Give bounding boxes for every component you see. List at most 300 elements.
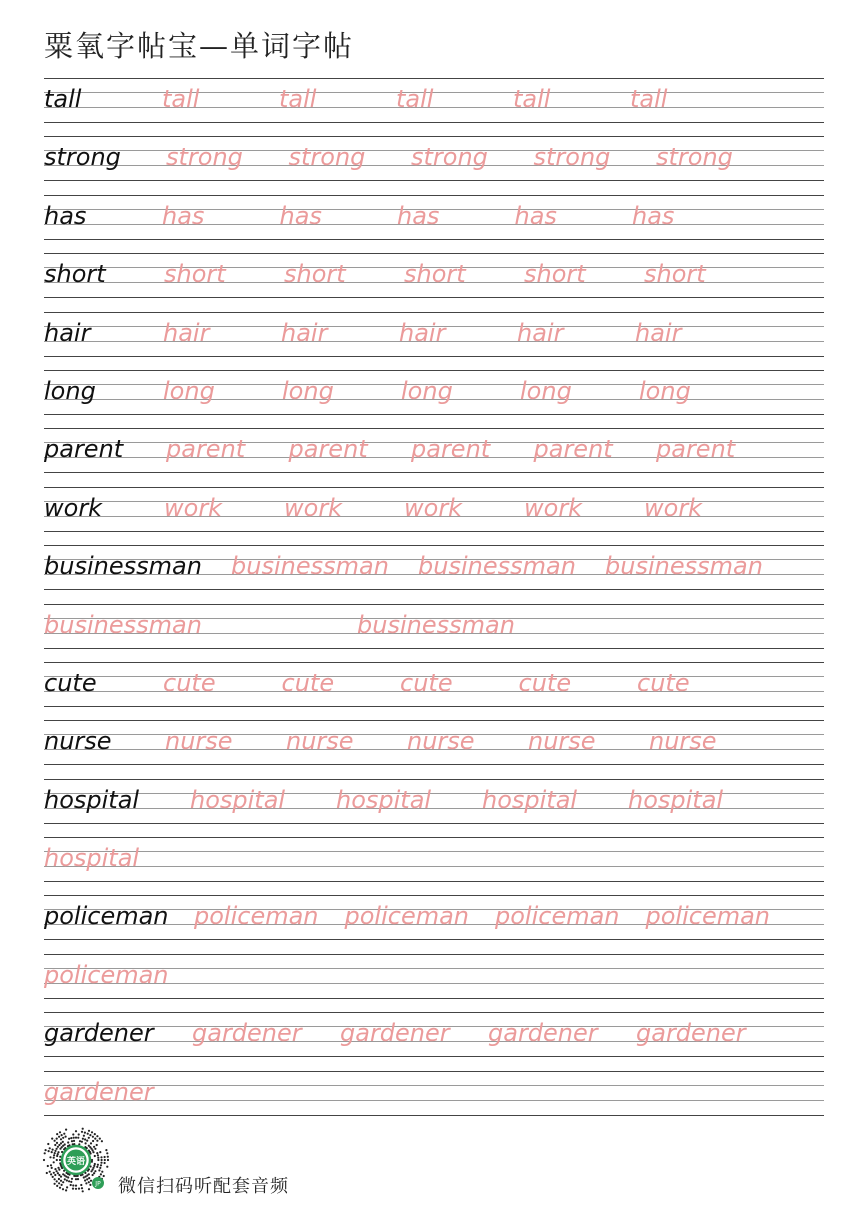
qr-dot — [53, 1161, 55, 1163]
qr-dot — [62, 1181, 64, 1183]
trace-word: hospital — [44, 844, 140, 873]
qr-dot — [96, 1152, 98, 1154]
vocab-word: nurse — [44, 727, 112, 756]
guide-line — [44, 356, 824, 357]
trace-word: short — [404, 260, 466, 289]
practice-row — [44, 312, 824, 370]
guide-line — [44, 662, 824, 663]
practice-row — [44, 253, 824, 311]
qr-dot — [60, 1138, 62, 1140]
trace-word: long — [282, 376, 334, 405]
trace-word: work — [164, 493, 223, 522]
qr-dot — [72, 1188, 74, 1190]
qr-dot — [70, 1181, 72, 1183]
trace-word: work — [404, 493, 463, 522]
vocab-word: hair — [44, 318, 91, 347]
qr-dot — [49, 1171, 51, 1173]
qr-dot — [80, 1184, 82, 1186]
qr-dot — [60, 1142, 62, 1144]
qr-dot — [93, 1146, 95, 1148]
trace-word: work — [644, 493, 703, 522]
qr-dot — [58, 1136, 60, 1138]
qr-dot — [101, 1140, 103, 1142]
qr-dot — [100, 1162, 102, 1164]
guide-line — [44, 370, 824, 371]
qr-dot — [84, 1132, 86, 1134]
guide-line — [44, 706, 824, 707]
qr-dot — [56, 1180, 58, 1182]
qr-dot — [99, 1138, 101, 1140]
qr-dot — [89, 1184, 91, 1186]
trace-word: cute — [637, 668, 690, 697]
row-words — [44, 492, 824, 524]
qr-dot — [75, 1188, 77, 1190]
guide-line — [44, 895, 824, 896]
guide-line — [44, 239, 824, 240]
qr-dot — [62, 1173, 64, 1175]
qr-dot — [54, 1183, 56, 1185]
trace-word: policeman — [495, 902, 620, 931]
practice-row — [44, 1071, 824, 1129]
qr-dot — [106, 1152, 108, 1154]
trace-word: short — [164, 260, 226, 289]
qr-dot — [75, 1137, 77, 1139]
guide-line — [44, 589, 824, 590]
qr-dot — [90, 1180, 92, 1182]
qr-dot — [75, 1185, 77, 1187]
trace-word: work — [284, 493, 343, 522]
practice-row — [44, 662, 824, 720]
row-words — [44, 842, 824, 874]
qr-dot — [56, 1148, 58, 1150]
qr-dot — [56, 1155, 58, 1157]
trace-word: hair — [399, 318, 446, 347]
vocab-word: tall — [44, 85, 82, 113]
trace-word: hair — [163, 318, 210, 347]
guide-line — [44, 312, 824, 313]
qr-dot — [85, 1142, 87, 1144]
qr-dot — [77, 1178, 79, 1180]
practice-row — [44, 428, 824, 486]
qr-dot — [59, 1187, 61, 1189]
qr-dot — [50, 1164, 52, 1166]
qr-dot — [56, 1159, 58, 1161]
trace-word: hospital — [628, 785, 724, 814]
qr-dot — [104, 1162, 106, 1164]
qr-corner-label: JP — [95, 1180, 101, 1188]
qr-dot — [56, 1185, 58, 1187]
qr-dot — [99, 1151, 101, 1153]
qr-dot — [70, 1184, 72, 1186]
qr-dot — [58, 1178, 60, 1180]
qr-dot — [56, 1142, 58, 1144]
qr-badge-label: 英语 — [66, 1157, 86, 1167]
writing-sheet — [44, 78, 824, 1129]
qr-dot — [54, 1144, 56, 1146]
guide-line — [44, 1115, 824, 1116]
guide-line — [44, 122, 824, 123]
vocab-word: long — [44, 376, 96, 405]
vocab-word: has — [44, 201, 87, 230]
vocab-word: parent — [44, 435, 124, 464]
row-words — [44, 375, 824, 407]
trace-word: policeman — [344, 902, 470, 931]
qr-dot — [65, 1129, 67, 1131]
trace-word: tall — [279, 85, 317, 113]
qr-dot — [75, 1130, 77, 1132]
qr-dot — [59, 1131, 61, 1133]
practice-row — [44, 136, 824, 194]
qr-dot — [72, 1184, 74, 1186]
trace-word: policeman — [645, 902, 771, 931]
row-words — [44, 667, 824, 699]
trace-word: strong — [656, 143, 733, 172]
qr-dot — [43, 1159, 45, 1161]
trace-word: short — [524, 260, 586, 289]
qr-dot — [75, 1178, 77, 1180]
qr-dot — [57, 1146, 59, 1148]
trace-word: has — [397, 201, 440, 230]
trace-word: tall — [513, 85, 551, 113]
qr-dot — [105, 1149, 107, 1151]
qr-dot — [92, 1136, 94, 1138]
qr-dot — [70, 1137, 72, 1139]
trace-word: hospital — [482, 785, 578, 814]
qr-dot — [73, 1137, 75, 1139]
qr-dot — [88, 1137, 90, 1139]
guide-line — [44, 545, 824, 546]
row-words — [44, 1017, 824, 1049]
practice-row — [44, 895, 824, 953]
guide-line — [44, 837, 824, 838]
guide-line — [44, 1056, 824, 1057]
trace-word: parent — [288, 435, 368, 464]
vocab-word: policeman — [44, 902, 169, 931]
qr-dot — [45, 1149, 47, 1151]
guide-line — [44, 136, 824, 137]
row-words — [44, 959, 824, 991]
qr-dot — [82, 1128, 84, 1130]
guide-line — [44, 881, 824, 882]
row-words — [44, 433, 824, 465]
trace-word: hospital — [336, 785, 432, 814]
qr-dot — [84, 1179, 86, 1181]
guide-line — [44, 414, 824, 415]
row-words — [44, 200, 824, 232]
qr-dot — [79, 1140, 81, 1142]
guide-line — [44, 1071, 824, 1072]
practice-row — [44, 837, 824, 895]
practice-row — [44, 78, 824, 136]
trace-word: tall — [162, 85, 200, 113]
qr-dot — [90, 1170, 92, 1172]
trace-word: gardener — [340, 1019, 450, 1048]
qr-dot — [78, 1188, 80, 1190]
qr-dot — [49, 1156, 51, 1158]
trace-word: parent — [533, 435, 613, 464]
row-words — [44, 83, 824, 115]
trace-word: has — [632, 201, 675, 230]
qr-dot — [93, 1172, 95, 1174]
vocab-word: cute — [44, 668, 97, 697]
qr-dot — [94, 1170, 96, 1172]
trace-word: nurse — [649, 727, 717, 756]
vocab-word: hospital — [44, 785, 140, 814]
qr-dot — [81, 1187, 83, 1189]
qr-dot — [86, 1140, 88, 1142]
practice-row — [44, 487, 824, 545]
trace-word: businessman — [357, 610, 515, 639]
qr-dot — [97, 1154, 99, 1156]
qr-dot — [60, 1180, 62, 1182]
qr-dot — [100, 1164, 102, 1166]
trace-word: work — [524, 493, 583, 522]
qr-dot — [71, 1140, 73, 1142]
qr-dot — [53, 1154, 55, 1156]
qr-dot — [92, 1140, 94, 1142]
qr-dot — [88, 1130, 90, 1132]
qr-dot — [100, 1173, 102, 1175]
qr-dot — [47, 1165, 49, 1167]
guide-line — [44, 764, 824, 765]
trace-word: hospital — [190, 785, 286, 814]
qr-dot — [96, 1144, 98, 1146]
qr-dot — [92, 1151, 94, 1153]
guide-line — [44, 472, 824, 473]
qr-dot — [44, 1152, 46, 1154]
qr-dot — [99, 1167, 101, 1169]
row-words — [44, 550, 824, 582]
qr-dot — [88, 1177, 90, 1179]
trace-word: cute — [163, 668, 216, 697]
qr-dot — [82, 1190, 84, 1192]
trace-word: businessman — [418, 552, 576, 581]
qr-dot — [104, 1159, 106, 1161]
qr-dot — [98, 1169, 100, 1171]
trace-word: long — [639, 376, 691, 405]
qr-dot — [82, 1138, 84, 1140]
qr-dot — [92, 1174, 94, 1176]
trace-word: long — [401, 376, 453, 405]
row-words — [44, 784, 824, 816]
row-words — [44, 609, 824, 641]
qr-dot — [68, 1138, 70, 1140]
trace-word: nurse — [407, 727, 475, 756]
guide-line — [44, 939, 824, 940]
qr-dot — [87, 1133, 89, 1135]
qr-dot — [106, 1166, 108, 1168]
guide-line — [44, 531, 824, 532]
qr-dot — [101, 1171, 103, 1173]
audio-footer — [40, 1126, 460, 1202]
qr-dot — [61, 1184, 63, 1186]
qr-dot — [56, 1133, 58, 1135]
qr-dot — [96, 1135, 98, 1137]
qr-dot — [83, 1135, 85, 1137]
trace-word: strong — [166, 143, 243, 172]
qr-dot — [64, 1143, 66, 1145]
qr-dot — [94, 1163, 96, 1165]
trace-word: gardener — [44, 1077, 154, 1106]
qr-dot — [51, 1167, 53, 1169]
guide-line — [44, 604, 824, 605]
qr-dot — [63, 1133, 65, 1135]
qr-dot — [50, 1173, 52, 1175]
qr-dot — [54, 1178, 56, 1180]
trace-word: has — [279, 201, 322, 230]
qr-dot — [51, 1138, 53, 1140]
qr-code[interactable] — [40, 1126, 112, 1198]
qr-dot — [103, 1175, 105, 1177]
trace-word: hair — [281, 318, 328, 347]
row-words — [44, 258, 824, 290]
qr-dot — [46, 1172, 48, 1174]
row-words — [44, 317, 824, 349]
trace-word: nurse — [528, 727, 596, 756]
qr-dot — [90, 1142, 92, 1144]
vocab-word: gardener — [44, 1019, 154, 1048]
trace-word: nurse — [286, 727, 354, 756]
qr-dot — [78, 1133, 80, 1135]
trace-word: businessman — [231, 552, 389, 581]
qr-dot — [72, 1133, 74, 1135]
trace-word: long — [520, 376, 572, 405]
trace-word: gardener — [192, 1019, 302, 1048]
trace-word: tall — [630, 85, 668, 113]
vocab-word: work — [44, 493, 103, 522]
qr-dot — [54, 1150, 56, 1152]
vocab-word: short — [44, 260, 106, 289]
practice-row — [44, 370, 824, 428]
qr-dot — [52, 1176, 54, 1178]
trace-word: cute — [518, 668, 572, 697]
practice-row — [44, 954, 824, 1012]
practice-row — [44, 779, 824, 837]
guide-line — [44, 1012, 824, 1013]
qr-dot — [54, 1168, 56, 1170]
qr-dot — [85, 1182, 87, 1184]
qr-dot — [60, 1176, 62, 1178]
guide-line — [44, 195, 824, 196]
qr-dot — [73, 1140, 75, 1142]
qr-dot — [94, 1133, 96, 1135]
qr-dot — [94, 1155, 96, 1157]
qr-dot — [71, 1178, 73, 1180]
trace-word: hair — [635, 318, 682, 347]
qr-dot — [77, 1137, 79, 1139]
guide-line — [44, 487, 824, 488]
qr-dot — [88, 1181, 90, 1183]
row-words — [44, 141, 824, 173]
qr-dot — [56, 1170, 58, 1172]
page-title: 粟氧字帖宝—单词字帖 — [44, 29, 355, 63]
guide-line — [44, 779, 824, 780]
qr-dot — [58, 1144, 60, 1146]
qr-dot — [91, 1131, 93, 1133]
qr-dot — [65, 1189, 67, 1191]
trace-word: has — [514, 201, 557, 230]
row-words — [44, 1076, 824, 1108]
qr-dot — [97, 1159, 99, 1161]
guide-line — [44, 998, 824, 999]
trace-word: policeman — [44, 960, 169, 989]
qr-dot — [64, 1178, 66, 1180]
trace-word: cute — [281, 668, 335, 697]
trace-word: strong — [288, 143, 366, 172]
qr-dot — [67, 1141, 69, 1143]
qr-dot — [51, 1151, 53, 1153]
guide-line — [44, 180, 824, 181]
trace-word: short — [644, 260, 706, 289]
guide-line — [44, 78, 824, 79]
qr-dot — [57, 1167, 59, 1169]
qr-dot — [65, 1136, 67, 1138]
trace-word: cute — [400, 668, 453, 697]
qr-dot — [100, 1156, 102, 1158]
qr-dot — [96, 1140, 98, 1142]
qr-dot — [53, 1157, 55, 1159]
practice-row — [44, 720, 824, 778]
qr-dot — [93, 1165, 95, 1167]
practice-row — [44, 195, 824, 253]
trace-word: short — [284, 260, 346, 289]
qr-dot — [62, 1137, 64, 1139]
practice-row — [44, 604, 824, 662]
qr-dot — [47, 1143, 49, 1145]
qr-dot — [96, 1166, 98, 1168]
qr-dot — [58, 1182, 60, 1184]
qr-dot — [83, 1176, 85, 1178]
trace-word: parent — [166, 435, 246, 464]
practice-row — [44, 1012, 824, 1070]
qr-dot — [94, 1138, 96, 1140]
qr-dot — [52, 1149, 54, 1151]
qr-dot — [49, 1147, 51, 1149]
qr-dot — [66, 1186, 68, 1188]
qr-dot — [89, 1134, 91, 1136]
practice-row — [44, 545, 824, 603]
qr-dot — [84, 1138, 86, 1140]
trace-word: gardener — [488, 1019, 598, 1048]
guide-line — [44, 720, 824, 721]
qr-dot — [57, 1151, 59, 1153]
qr-dot — [58, 1174, 60, 1176]
guide-line — [44, 297, 824, 298]
qr-dot — [61, 1134, 63, 1136]
trace-word: parent — [656, 435, 736, 464]
trace-word: tall — [396, 85, 434, 113]
trace-word: policeman — [194, 902, 319, 931]
qr-dot — [97, 1164, 99, 1166]
trace-word: strong — [533, 143, 611, 172]
qr-dot — [68, 1180, 70, 1182]
qr-dot — [107, 1156, 109, 1158]
vocab-word: businessman — [44, 552, 202, 581]
row-words — [44, 900, 824, 932]
row-words — [44, 725, 824, 757]
trace-word: has — [162, 201, 205, 230]
qr-dot — [54, 1140, 56, 1142]
trace-word: strong — [411, 143, 488, 172]
qr-dot — [57, 1153, 59, 1155]
qr-dot — [54, 1152, 56, 1154]
qr-dot — [86, 1178, 88, 1180]
trace-word: parent — [411, 435, 491, 464]
qr-dot — [107, 1159, 109, 1161]
qr-dot — [62, 1188, 64, 1190]
trace-word: businessman — [605, 552, 763, 581]
qr-dot — [88, 1188, 90, 1190]
